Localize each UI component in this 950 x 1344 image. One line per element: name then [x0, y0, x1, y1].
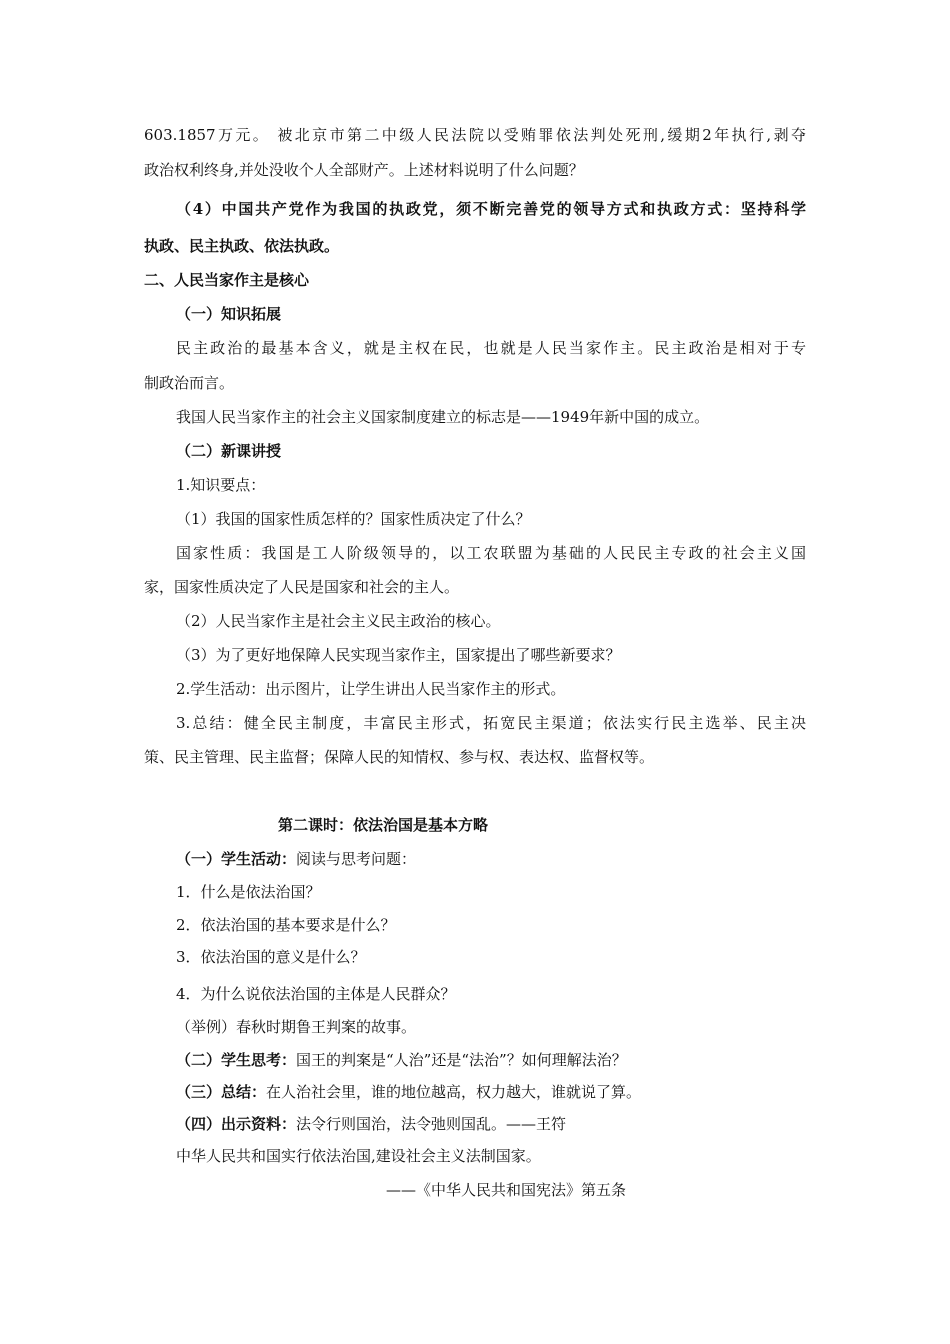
- citation-line: ——《中华人民共和国宪法》第五条: [386, 1181, 627, 1199]
- paragraph-line: 策、民主管理、民主监督；保障人民的知情权、参与权、表达权、监督权等。: [144, 748, 655, 766]
- paragraph-line: 1.知识要点：: [176, 476, 266, 494]
- paragraph-line: 国家性质：我国是工人阶级领导的，以工农联盟为基础的人民民主专政的社会主义国: [176, 544, 806, 562]
- lesson-title: 第二课时：依法治国是基本方略: [278, 816, 489, 834]
- paragraph-line-bold: （4）中国共产党作为我国的执政党，须不断完善党的领导方式和执政方式：坚持科学: [176, 200, 806, 218]
- section-heading: 二、人民当家作主是核心: [144, 271, 310, 289]
- paragraph-line: [176, 849, 416, 869]
- paragraph-line: 家，国家性质决定了人民是国家和社会的主人。: [144, 578, 460, 596]
- label-text: 法令行则国治，法令弛则国乱。——王符: [296, 1115, 567, 1133]
- paragraph-line: [176, 1114, 566, 1134]
- label-text: 国王的判案是“人治”还是“法治”？如何理解法治？: [296, 1051, 627, 1069]
- list-item: 4．为什么说依法治国的主体是人民群众？: [176, 985, 456, 1003]
- paragraph-line: 制政治而言。: [144, 374, 235, 392]
- paragraph-line: 政治权利终身,并处没收个人全部财产。上述材料说明了什么问题？: [144, 161, 584, 179]
- paragraph-line: [176, 1082, 641, 1102]
- label-text: 在人治社会里，谁的地位越高，权力越大，谁就说了算。: [266, 1083, 642, 1101]
- paragraph-line: （3）为了更好地保障人民实现当家作主，国家提出了哪些新要求？: [176, 646, 621, 664]
- list-item: 1．什么是依法治国？: [176, 883, 321, 901]
- paragraph-line: 603.1857万元。 被北京市第二中级人民法院以受贿罪依法判处死刑,缓期2年执行,剥夺: [144, 126, 806, 144]
- label-bold: （四）出示资料：: [176, 1115, 297, 1133]
- paragraph-line: 中华人民共和国实行依法治国,建设社会主义法制国家。: [176, 1147, 541, 1165]
- label-bold: （二）学生思考：: [176, 1051, 297, 1069]
- list-item: 2．依法治国的基本要求是什么？: [176, 916, 396, 934]
- paragraph-line: 3.总结：健全民主制度，丰富民主形式，拓宽民主渠道；依法实行民主选举、民主决: [176, 714, 806, 732]
- paragraph-line: （举例）春秋时期鲁王判案的故事。: [176, 1018, 417, 1036]
- paragraph-line: 我国人民当家作主的社会主义国家制度建立的标志是——1949年新中国的成立。: [176, 408, 710, 426]
- subsection-heading: （二）新课讲授: [176, 442, 282, 460]
- label-text: 阅读与思考问题：: [296, 850, 417, 868]
- paragraph-line: [176, 1050, 627, 1070]
- label-bold: （一）学生活动：: [176, 850, 297, 868]
- paragraph-line-bold: 执政、民主执政、依法执政。: [144, 237, 340, 255]
- paragraph-line: （1）我国的国家性质怎样的？国家性质决定了什么？: [176, 510, 531, 528]
- paragraph-line: （2）人民当家作主是社会主义民主政治的核心。: [176, 612, 501, 630]
- subsection-heading: （一）知识拓展: [176, 305, 282, 323]
- list-item: 3．依法治国的意义是什么？: [176, 948, 366, 966]
- label-bold: （三）总结：: [176, 1083, 267, 1101]
- paragraph-line: 民主政治的最基本含义，就是主权在民，也就是人民当家作主。民主政治是相对于专: [176, 339, 806, 357]
- paragraph-line: 2.学生活动：出示图片，让学生讲出人民当家作主的形式。: [176, 680, 566, 698]
